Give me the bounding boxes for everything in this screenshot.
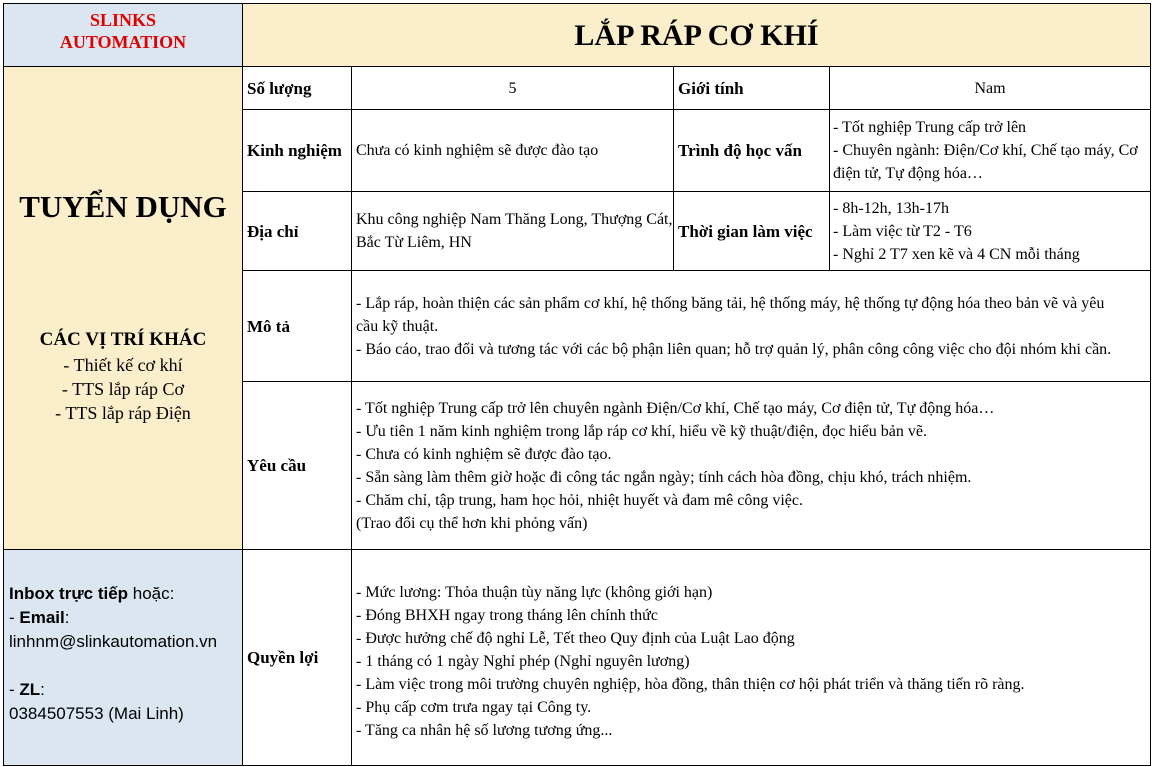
description-line: - Báo cáo, trao đổi và tương tác với các bộ phận liên quan; hỗ trợ quản lý, phân công công việc cho đội nhóm khi cần. [356, 340, 1112, 358]
benefits-label: Quyền lợi [242, 549, 352, 766]
brand-cell [3, 3, 243, 67]
worktime-value [829, 191, 1151, 271]
email-label: Email [19, 608, 65, 627]
worktime-line: - Nghỉ 2 T7 xen kẽ và 4 CN mỗi tháng [833, 245, 1080, 263]
address-label: Địa chỉ [242, 191, 352, 271]
recruitment-panel [3, 66, 243, 550]
benefits-value [351, 549, 1151, 766]
education-line: - Tốt nghiệp Trung cấp trở lên [833, 119, 1027, 136]
zl-line [9, 678, 238, 702]
inbox-label: Inbox trực tiếp [9, 584, 129, 603]
email-address[interactable]: linhnm@slinkautomation.vn [9, 632, 218, 651]
education-value [829, 109, 1151, 192]
benefit-line: - Được hưởng chế độ nghỉ Lễ, Tết theo Quy định của Luật Lao động [356, 630, 795, 647]
experience-label: Kinh nghiệm [242, 109, 352, 192]
description-value [351, 270, 1151, 382]
other-positions-list [4, 353, 242, 425]
inbox-rest: hoặc: [128, 584, 175, 603]
zl-dash: - [9, 680, 20, 699]
education-label: Trình độ học vấn [673, 109, 830, 192]
benefit-line: - Phụ cấp cơm trưa ngay tại Công ty. [356, 699, 592, 716]
requirements-value [351, 381, 1151, 550]
benefit-line: - Làm việc trong môi trường chuyên nghiệp, hòa đồng, thân thiện cơ hội phát triển và thăng tiến rõ ràng. [356, 676, 1025, 693]
benefit-line: - Tăng ca nhân hệ số lương tương ứng... [356, 722, 613, 739]
requirements-label: Yêu cầu [242, 381, 352, 550]
benefit-line: - Mức lương: Thỏa thuận tùy năng lực (không giới hạn) [356, 584, 713, 601]
other-position-item: - TTS lắp ráp Điện [55, 403, 191, 423]
other-position-item: - TTS lắp ráp Cơ [61, 379, 185, 399]
contact-panel [3, 549, 243, 766]
worktime-label: Thời gian làm việc [673, 191, 830, 271]
page-title: LẮP RÁP CƠ KHÍ [242, 3, 1151, 67]
brand-line-2: AUTOMATION [59, 32, 187, 52]
quantity-label: Số lượng [242, 66, 352, 110]
benefit-line: - Đóng BHXH ngay trong tháng lên chính thức [356, 607, 658, 624]
gender-value: Nam [829, 66, 1151, 110]
description-line: - Lắp ráp, hoàn thiện các sản phẩm cơ khí, hệ thống băng tải, hệ thống máy, hệ thống tự động hóa theo bản vẽ và yêu cầu kỹ thuật. [356, 294, 1105, 335]
quantity-value: 5 [351, 66, 674, 110]
worktime-line: - Làm việc từ T2 - T6 [833, 222, 972, 240]
education-line: - Chuyên ngành: Điện/Cơ khí, Chế tạo máy, Cơ điện tử, Tự động hóa… [833, 142, 1138, 182]
email-dash: - [9, 608, 20, 627]
brand-line-1: SLINKS [89, 10, 157, 30]
zl-colon: : [40, 680, 45, 699]
email-line [9, 606, 238, 630]
requirement-line: - Chăm chỉ, tập trung, ham học hỏi, nhiệt huyết và đam mê công việc. [356, 491, 803, 509]
requirement-line: (Trao đổi cụ thể hơn khi phỏng vấn) [356, 514, 588, 532]
requirement-line: - Ưu tiên 1 năm kinh nghiệm trong lắp ráp cơ khí, hiểu về kỹ thuật/điện, đọc hiểu bản vẽ. [356, 422, 927, 440]
recruitment-title: TUYỂN DỤNG [19, 189, 227, 224]
requirement-line: - Sẵn sàng làm thêm giờ hoặc đi công tác ngắn ngày; tính cách hòa đồng, chịu khó, trách nhiệm. [356, 468, 972, 486]
requirement-line: - Chưa có kinh nghiệm sẽ được đào tạo. [356, 445, 612, 463]
address-value: Khu công nghiệp Nam Thăng Long, Thượng Cát, Bắc Từ Liêm, HN [351, 191, 674, 271]
zl-label: ZL [19, 680, 41, 699]
phone-number[interactable]: 0384507553 (Mai Linh) [9, 704, 184, 723]
inbox-line [9, 582, 238, 606]
other-positions-title: CÁC VỊ TRÍ KHÁC [39, 329, 207, 350]
worktime-line: - 8h-12h, 13h-17h [833, 199, 949, 217]
requirement-line: - Tốt nghiệp Trung cấp trở lên chuyên ngành Điện/Cơ khí, Chế tạo máy, Cơ điện tử, Tự động hóa… [356, 399, 995, 417]
gender-label: Giới tính [673, 66, 830, 110]
experience-value: Chưa có kinh nghiệm sẽ được đào tạo [351, 109, 674, 192]
other-position-item: - Thiết kế cơ khí [63, 355, 183, 375]
description-label: Mô tả [242, 270, 352, 382]
email-colon: : [64, 608, 70, 627]
benefit-line: - 1 tháng có 1 ngày Nghỉ phép (Nghỉ nguyên lương) [356, 653, 690, 670]
